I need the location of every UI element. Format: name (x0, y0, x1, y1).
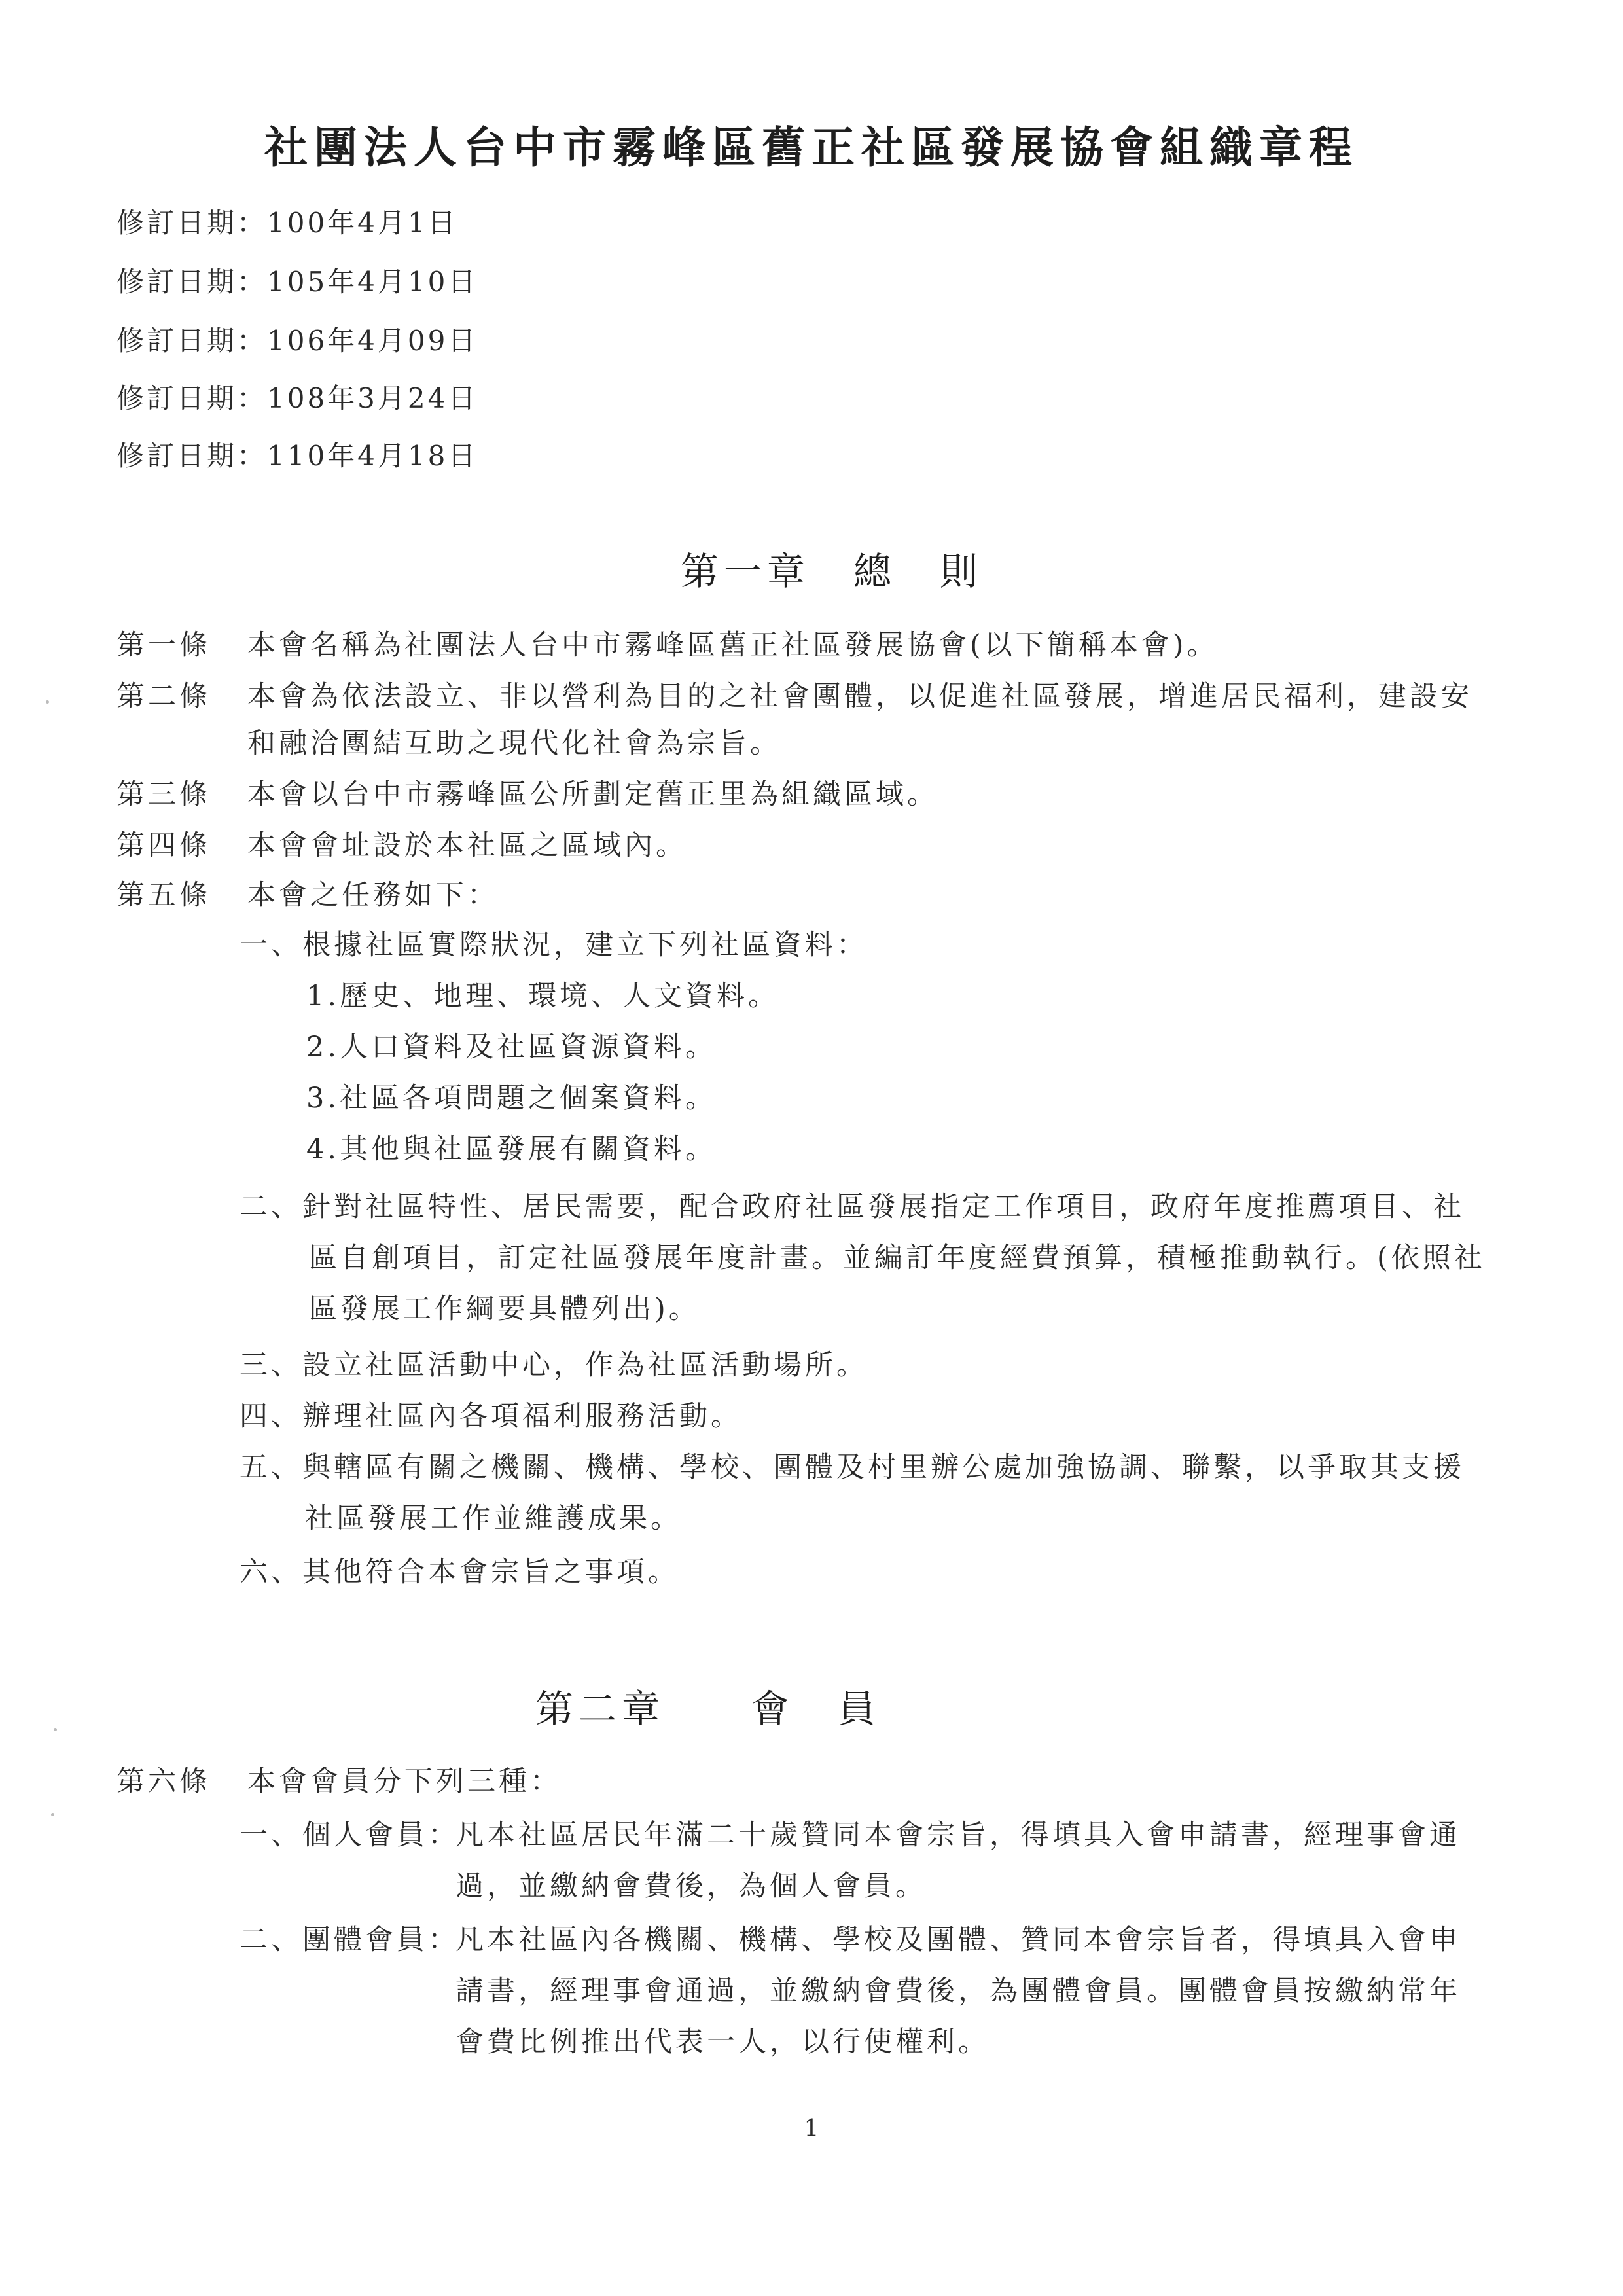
task-item: 三、設立社區活動中心，作為社區活動場所。 (240, 1349, 868, 1382)
article-text: 本會以台中市霧峰區公所劃定舊正里為組織區域。 (247, 778, 938, 811)
chapter-heading: 第二章 會 員 (535, 1687, 882, 1731)
revision-date: 修訂日期：110年4月18日 (116, 440, 478, 472)
member-type-label: 一、個人會員： (240, 1819, 459, 1852)
member-type-text: 會費比例推出代表一人，以行使權利。 (455, 2026, 990, 2058)
article-text: 本會會址設於本社區之區域內。 (247, 829, 687, 862)
article-number: 第五條 (116, 879, 211, 912)
article-text: 本會會員分下列三種： (247, 1765, 562, 1798)
member-type-text: 請書，經理事會通過，並繳納會費後，為團體會員。團體會員按繳納常年 (455, 1975, 1461, 2007)
article-number: 第六條 (116, 1765, 211, 1798)
article-text: 本會名稱為社團法人台中市霧峰區舊正社區發展協會(以下簡稱本會)。 (247, 629, 1219, 662)
scan-speck (51, 1813, 54, 1816)
task-item: 四、辦理社區內各項福利服務活動。 (240, 1400, 742, 1433)
document-title: 社團法人台中市霧峰區舊正社區發展協會組織章程 (264, 122, 1359, 173)
task-subitem: 2.人口資料及社區資源資料。 (306, 1031, 717, 1064)
member-type-text: 過，並繳納會費後，為個人會員。 (455, 1870, 927, 1903)
article-number: 第三條 (116, 778, 211, 811)
article-number: 第二條 (116, 680, 211, 713)
member-type-text: 凡本社區居民年滿二十歲贊同本會宗旨，得填具入會申請書，經理事會通 (455, 1819, 1461, 1852)
member-type-label: 二、團體會員： (240, 1924, 459, 1956)
task-item-continued: 區發展工作綱要具體列出)。 (309, 1293, 700, 1325)
page-number: 1 (804, 2115, 819, 2142)
revision-date: 修訂日期：105年4月10日 (116, 266, 478, 298)
chapter-heading: 第一章 總 則 (681, 549, 984, 594)
task-item: 六、其他符合本會宗旨之事項。 (240, 1556, 679, 1588)
scan-speck (54, 1728, 57, 1731)
article-number: 第四條 (116, 829, 211, 862)
task-item-continued: 社區發展工作並維護成果。 (305, 1502, 682, 1535)
article-text: 和融洽團結互助之現代化社會為宗旨。 (247, 727, 781, 760)
revision-date: 修訂日期：108年3月24日 (116, 382, 478, 414)
task-subitem: 3.社區各項問題之個案資料。 (306, 1082, 717, 1115)
revision-date: 修訂日期：100年4月1日 (116, 207, 458, 239)
revision-date: 修訂日期：106年4月09日 (116, 325, 478, 357)
scan-speck (46, 700, 49, 704)
article-text: 本會為依法設立、非以營利為目的之社會團體，以促進社區發展，增進居民福利，建設安 (247, 680, 1472, 713)
task-item-continued: 區自創項目，訂定社區發展年度計畫。並編訂年度經費預算，積極推動執行。(依照社 (309, 1242, 1486, 1274)
task-subitem: 4.其他與社區發展有關資料。 (306, 1133, 717, 1166)
task-item: 五、與轄區有關之機關、機構、學校、團體及村里辦公處加強協調、聯繫，以爭取其支援 (240, 1451, 1465, 1484)
article-text: 本會之任務如下： (247, 879, 499, 912)
member-type-text: 凡本社區內各機關、機構、學校及團體、贊同本會宗旨者，得填具入會申 (455, 1924, 1461, 1956)
task-item: 二、針對社區特性、居民需要，配合政府社區發展指定工作項目，政府年度推薦項目、社 (240, 1191, 1465, 1223)
task-subitem: 1.歷史、地理、環境、人文資料。 (306, 980, 780, 1013)
task-item: 一、根據社區實際狀況，建立下列社區資料： (240, 929, 868, 961)
article-number: 第一條 (116, 629, 211, 662)
